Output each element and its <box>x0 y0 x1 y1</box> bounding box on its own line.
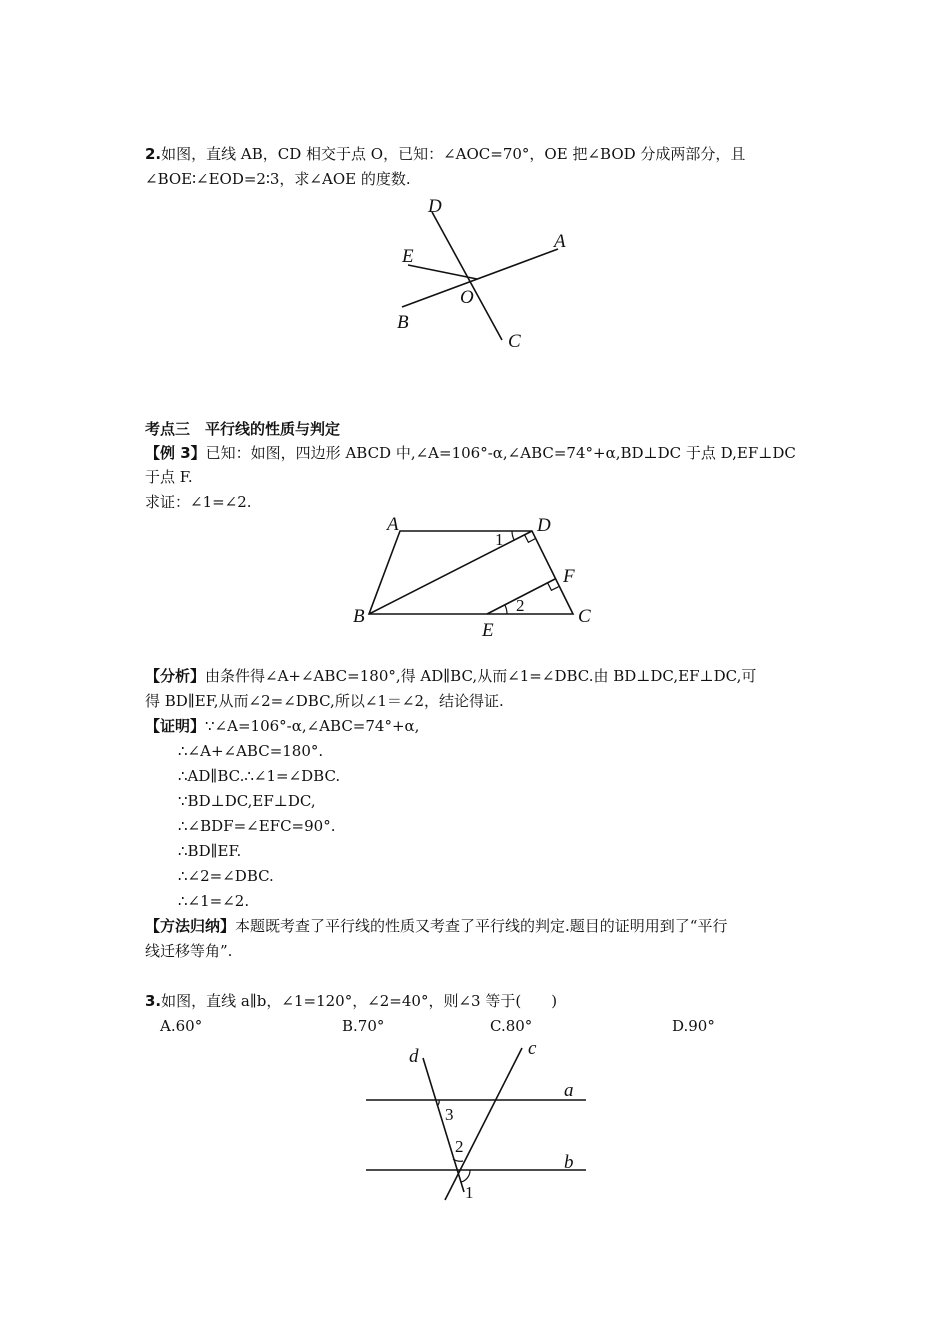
q3-text: 如图，直线 a∥b，∠1=120°，∠2=40°，则∠3 等于( ) <box>161 992 558 1010</box>
label-angle-2: 2 <box>516 596 525 615</box>
right-angle-f <box>548 583 559 591</box>
q3-option-a[interactable]: A.60° <box>160 1017 203 1035</box>
method-line1 <box>145 915 727 937</box>
proof-step: ∴∠1=∠2. <box>178 892 250 910</box>
proof-step: ∴BD∥EF. <box>178 842 242 860</box>
section3-title <box>145 418 340 440</box>
q3-option-d[interactable]: D.90° <box>672 1017 715 1035</box>
proof-step: ∵BD⊥DC,EF⊥DC, <box>178 792 316 810</box>
q2-number: 2. <box>145 145 162 163</box>
analysis-line1 <box>145 665 756 687</box>
proof-step: ∴∠A+∠ABC=180°. <box>178 742 324 760</box>
line-dc <box>432 212 502 340</box>
label-angle-2: 2 <box>455 1137 464 1156</box>
method-tag: 【方法归纳】 <box>145 917 236 935</box>
line-c <box>445 1048 522 1200</box>
proof-step: ∴AD∥BC.∴∠1=∠DBC. <box>178 767 341 785</box>
line-d <box>423 1058 464 1192</box>
method-line2: 线迁移等角”. <box>145 942 233 960</box>
q3-option-c[interactable]: C.80° <box>490 1017 533 1035</box>
proof-line1 <box>145 715 419 737</box>
label-angle-1: 1 <box>495 530 504 549</box>
label-c: C <box>508 331 521 352</box>
analysis-line2: 得 BD∥EF,从而∠2=∠DBC,所以∠1＝∠2，结论得证. <box>145 692 504 710</box>
section3-title-text: 考点三 平行线的性质与判定 <box>145 420 341 438</box>
label-a: a <box>564 1080 574 1101</box>
q3-number: 3. <box>145 992 162 1010</box>
proof-step: ∵∠A=106°-α,∠ABC=74°+α, <box>205 717 420 735</box>
example3-text-1: 已知：如图，四边形 ABCD 中,∠A=106°-α,∠ABC=74°+α,BD⊥DC 于点 D,EF⊥DC <box>205 444 796 462</box>
method-text-1: 本题既考查了平行线的性质又考查了平行线的判定.题目的证明用到了“平行 <box>235 917 728 935</box>
q2-figure <box>380 190 580 360</box>
analysis-text-1: 由条件得∠A+∠ABC=180°,得 AD∥BC,从而∠1=∠DBC.由 BD⊥DC,EF⊥DC,可 <box>205 667 757 685</box>
label-a: A <box>554 231 566 252</box>
label-angle-1: 1 <box>465 1183 474 1202</box>
diagonal-bd <box>369 531 532 614</box>
q2-text-1: 如图，直线 AB，CD 相交于点 O，已知：∠AOC=70°，OE 把∠BOD 分成两部分，且 <box>161 145 746 163</box>
example3-tag: 【例 3】 <box>145 444 206 462</box>
label-c: C <box>578 606 591 627</box>
arc-angle-1 <box>512 531 514 540</box>
label-o: O <box>460 287 474 308</box>
q3-figure <box>360 1040 600 1210</box>
proof-step: ∴∠2=∠DBC. <box>178 867 274 885</box>
label-a: A <box>387 514 399 535</box>
label-e: E <box>482 620 494 641</box>
label-d: D <box>428 196 442 217</box>
arc-angle-1 <box>461 1170 470 1182</box>
q2-line2: ∠BOE∶∠EOD=2∶3，求∠AOE 的度数. <box>145 170 411 188</box>
arc-angle-2 <box>505 605 507 614</box>
label-d: d <box>409 1046 419 1067</box>
q2-line1 <box>145 143 745 165</box>
label-c: c <box>528 1038 537 1059</box>
label-f: F <box>563 566 575 587</box>
label-b: B <box>397 312 409 333</box>
q3-option-b[interactable]: B.70° <box>342 1017 385 1035</box>
label-b: B <box>353 606 365 627</box>
example3-prove: 求证：∠1=∠2. <box>145 493 252 511</box>
ray-oe <box>408 265 477 279</box>
q3-line <box>145 990 557 1012</box>
label-b: b <box>564 1152 574 1173</box>
proof-tag: 【证明】 <box>145 717 206 735</box>
analysis-tag: 【分析】 <box>145 667 206 685</box>
proof-step: ∴∠BDF=∠EFC=90°. <box>178 817 336 835</box>
trapezoid-abcd <box>369 531 573 614</box>
example3-line1 <box>145 442 796 464</box>
label-angle-3: 3 <box>445 1105 454 1124</box>
label-d: D <box>537 515 551 536</box>
example3-figure <box>345 510 605 640</box>
example3-line2: 于点 F. <box>145 468 193 486</box>
label-e: E <box>402 246 414 267</box>
